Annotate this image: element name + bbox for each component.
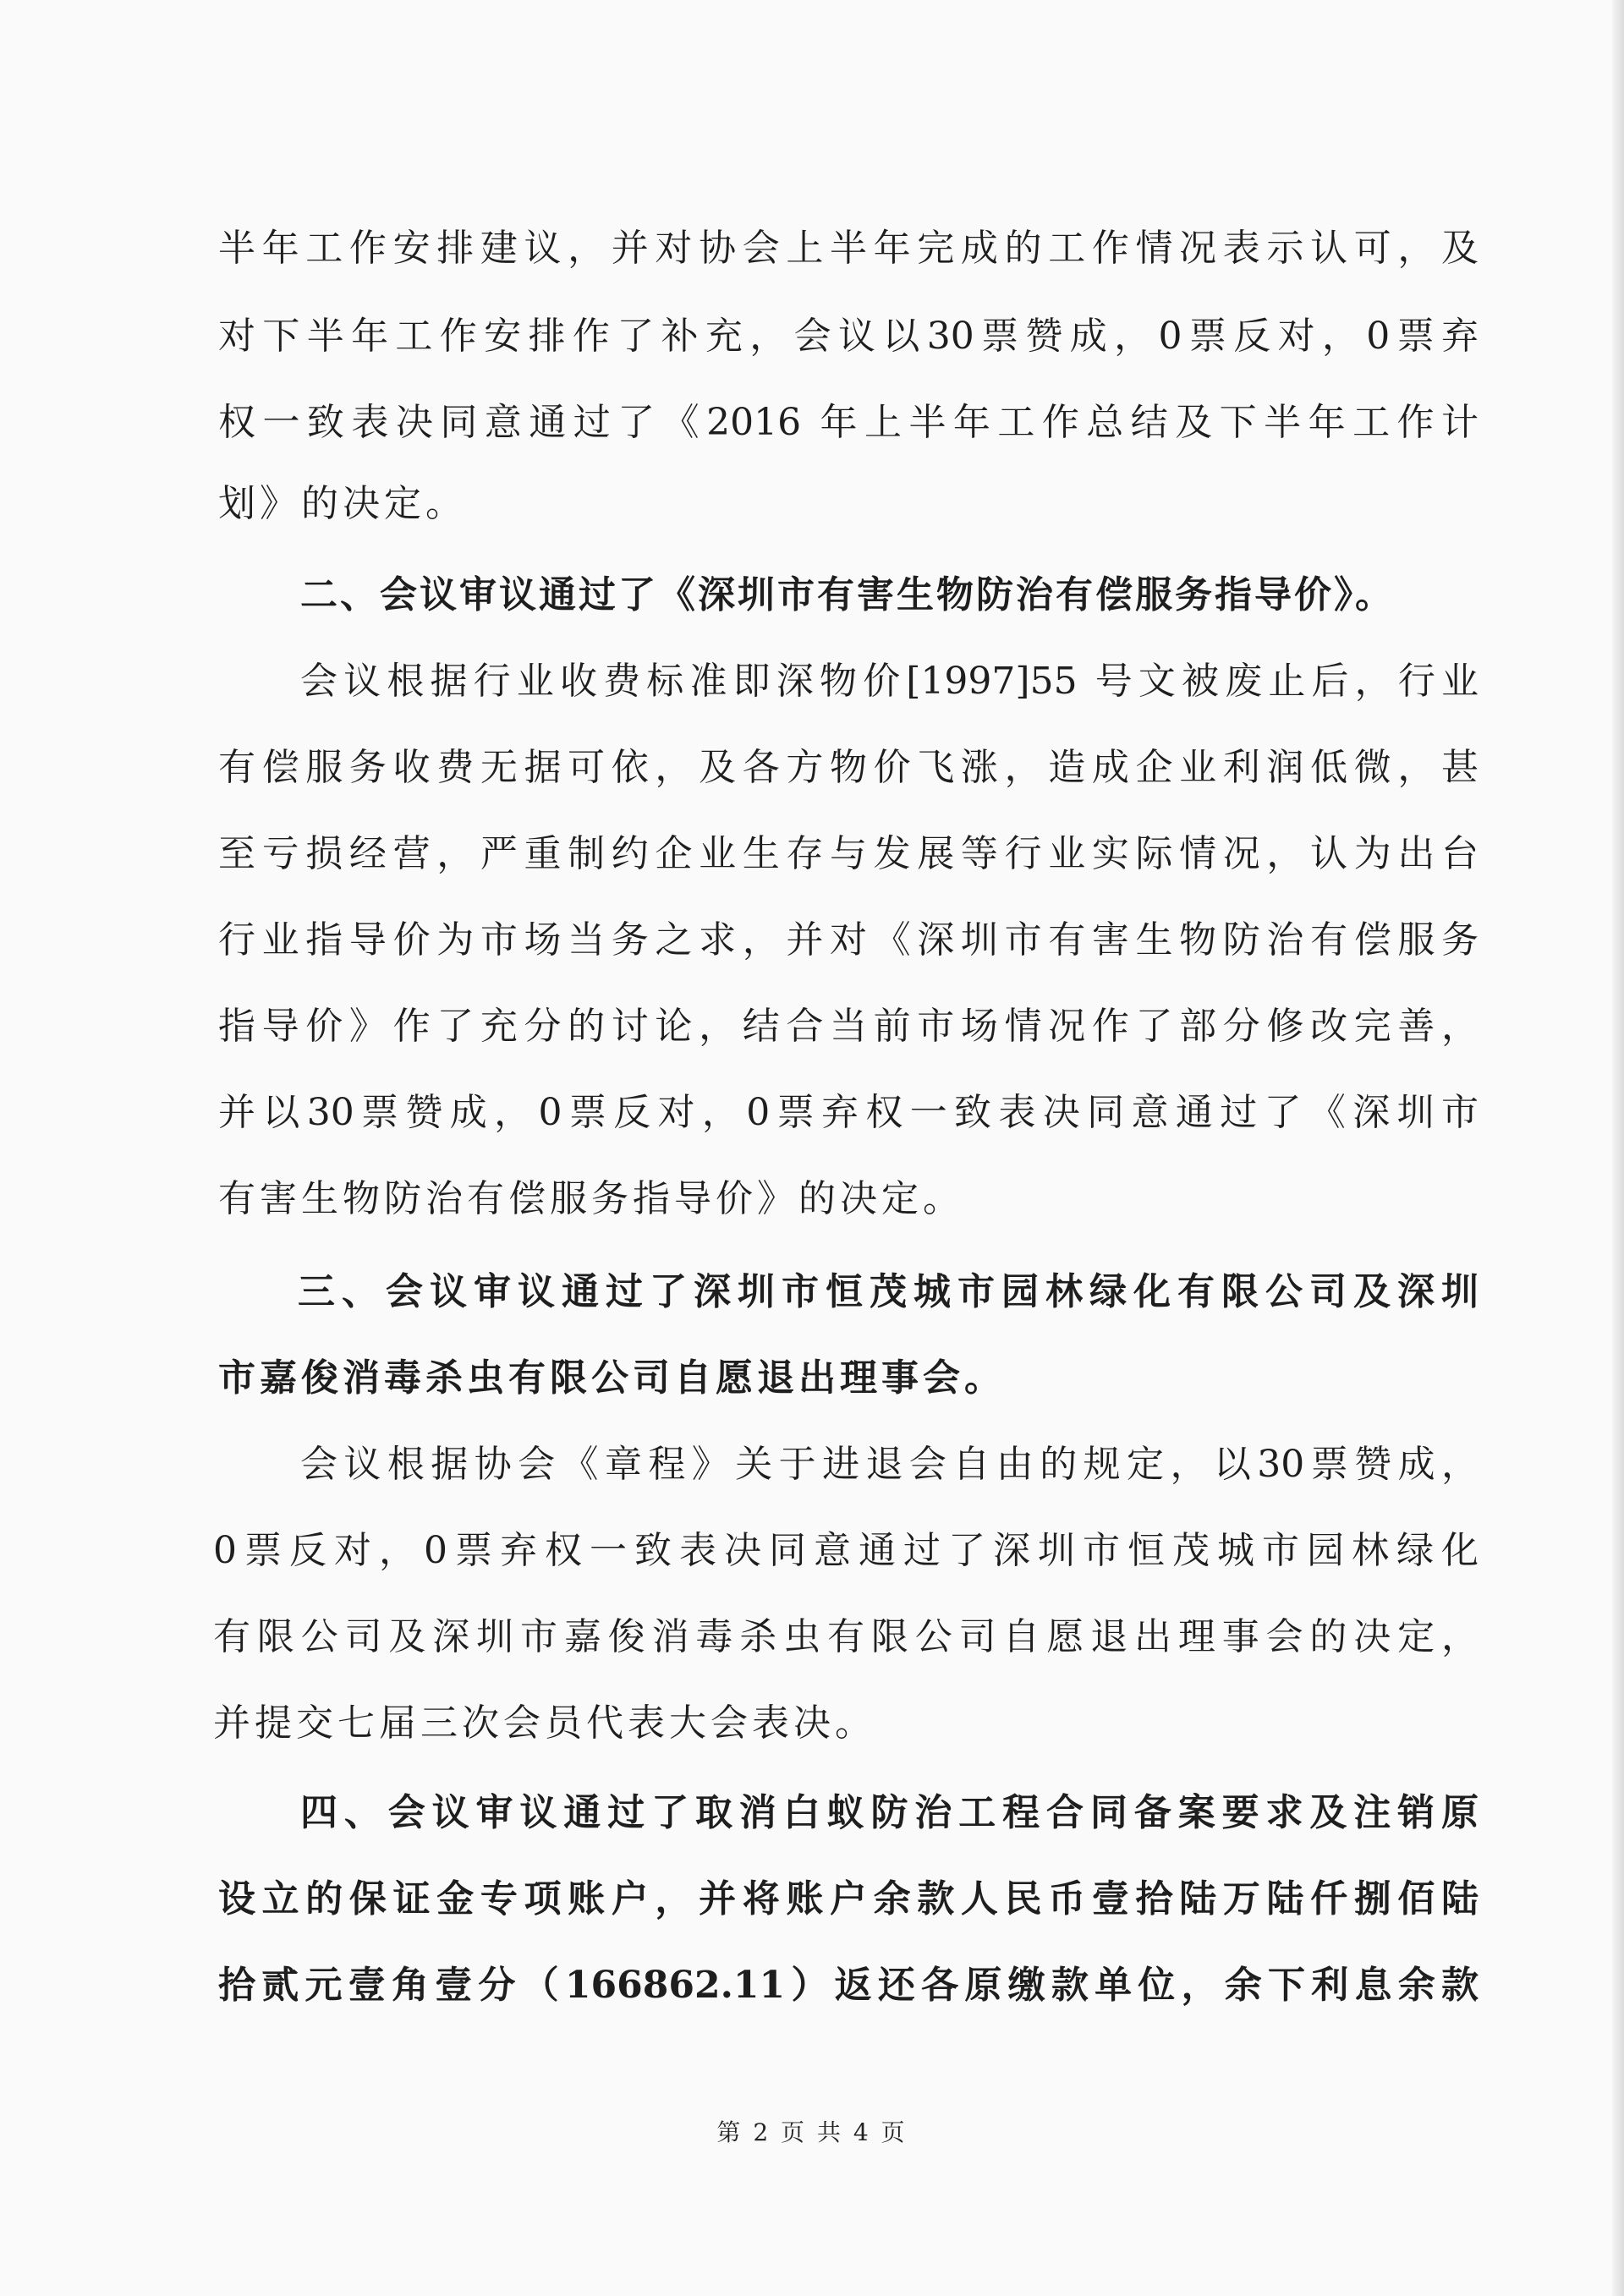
body-text-line: 有害生物防治有偿服务指导价》的决定。	[218, 1177, 964, 1220]
body-text-line: 对下半年工作安排作了补充，会议以30票赞成，0票反对，0票弃	[218, 315, 1479, 358]
body-text-line: 有偿服务收费无据可依，及各方物价飞涨，造成企业利润低微，甚	[218, 746, 1479, 789]
section-heading: 设立的保证金专项账户，并将账户余款人民币壹拾陆万陆仟捌佰陆	[218, 1877, 1479, 1921]
body-text-line: 权一致表决同意通过了《2016 年上半年工作总结及下半年工作计	[218, 401, 1479, 444]
body-text-line: 0票反对，0票弃权一致表决同意通过了深圳市恒茂城市园林绿化	[213, 1529, 1479, 1572]
section-heading: 市嘉俊消毒杀虫有限公司自愿退出理事会。	[218, 1356, 1006, 1400]
body-text-line: 半年工作安排建议，并对协会上半年完成的工作情况表示认可，及	[218, 227, 1479, 270]
section-heading: 二、会议审议通过了《深圳市有害生物防治有偿服务指导价》。	[300, 573, 1395, 616]
body-text-line: 会议根据行业收费标准即深物价[1997]55 号文被废止后，行业	[300, 660, 1479, 703]
body-text-line: 并提交七届三次会员代表大会表决。	[213, 1701, 876, 1745]
section-heading: 三、会议审议通过了深圳市恒茂城市园林绿化有限公司及深圳	[298, 1270, 1479, 1313]
body-text-line: 有限公司及深圳市嘉俊消毒杀虫有限公司自愿退出理事会的决定，	[213, 1615, 1479, 1658]
section-heading: 拾贰元壹角壹分（166862.11）返还各原缴款单位，余下利息余款	[218, 1964, 1479, 2007]
body-text-line: 会议根据协会《章程》关于进退会自由的规定，以30票赞成，	[300, 1443, 1479, 1486]
body-text-line: 指导价》作了充分的讨论，结合当前市场情况作了部分修改完善，	[218, 1005, 1479, 1048]
page-number-footer: 第 2 页 共 4 页	[716, 2118, 908, 2146]
body-text-line: 并以30票赞成，0票反对，0票弃权一致表决同意通过了《深圳市	[218, 1091, 1479, 1134]
section-heading: 四、会议审议通过了取消白蚁防治工程合同备案要求及注销原	[300, 1791, 1479, 1834]
scan-edge-shadow	[1612, 0, 1624, 2296]
body-text-line: 划》的决定。	[218, 482, 467, 525]
body-text-line: 至亏损经营，严重制约企业生存与发展等行业实际情况，认为出台	[218, 832, 1479, 875]
body-text-line: 行业指导价为市场当务之求，并对《深圳市有害生物防治有偿服务	[218, 918, 1479, 962]
